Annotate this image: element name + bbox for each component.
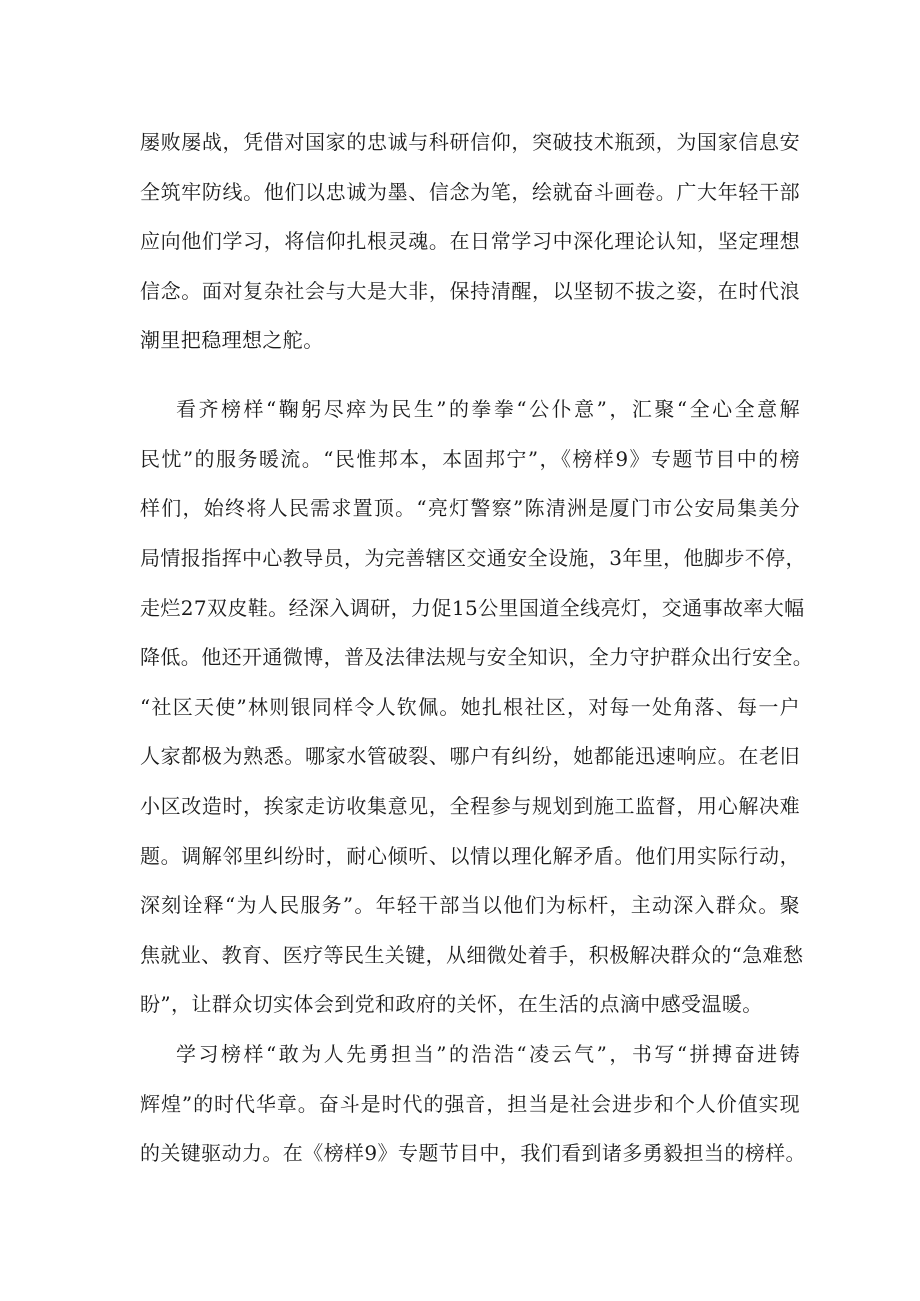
text-line: 深刻诠释“为人民服务”。年轻干部当以他们为标杆，主动深入群众。聚 — [140, 893, 800, 917]
text-line: 民忧”的服务暖流。“民惟邦本，本固邦宁”，《榜样9》专题节目中的榜 — [140, 447, 800, 471]
text-line: 潮里把稳理想之舵。 — [140, 328, 324, 352]
text-line: 局情报指挥中心教导员，为完善辖区交通安全设施，3年里，他脚步不停， — [140, 546, 806, 570]
text-line: 盼”，让群众切实体会到党和政府的关怀，在生活的点滴中感受温暖。 — [140, 992, 763, 1016]
text-line: 信念。面对复杂社会与大是大非，保持清醒，以坚韧不拔之姿，在时代浪 — [140, 279, 800, 303]
text-line: “社区天使”林则银同样令人钦佩。她扎根社区，对每一处角落、每一户 — [140, 695, 800, 719]
paragraph-first-line: 学习榜样“敢为人先勇担当”的浩浩“凌云气”，书写“拼搏奋进铸 — [176, 1042, 800, 1066]
text-line: 题。调解邻里纠纷时，耐心倾听、以情以理化解矛盾。他们用实际行动， — [140, 844, 800, 868]
text-line: 全筑牢防线。他们以忠诚为墨、信念为笔，绘就奋斗画卷。广大年轻干部 — [140, 180, 800, 204]
paragraph-first-line: 看齐榜样“鞠躬尽瘁为民生”的拳拳“公仆意”，汇聚“全心全意解 — [176, 397, 800, 421]
text-line: 屡败屡战，凭借对国家的忠诚与科研信仰，突破技术瓶颈，为国家信息安 — [140, 130, 800, 154]
text-line: 走烂27双皮鞋。经深入调研，力促15公里国道全线亮灯，交通事故率大幅 — [140, 596, 805, 620]
text-line: 的关键驱动力。在《榜样9》专题节目中，我们看到诸多勇毅担当的榜样。 — [140, 1141, 806, 1165]
text-line: 样们，始终将人民需求置顶。“亮灯警察”陈清洲是厦门市公安局集美分 — [140, 496, 800, 520]
text-line: 辉煌”的时代华章。奋斗是时代的强音，担当是社会进步和个人价值实现 — [140, 1092, 800, 1116]
text-line: 焦就业、教育、医疗等民生关键，从细微处着手，积极解决群众的“急难愁 — [140, 943, 804, 967]
text-line: 人家都极为熟悉。哪家水管破裂、哪户有纠纷，她都能迅速响应。在老旧 — [140, 744, 800, 768]
text-line: 应向他们学习，将信仰扎根灵魂。在日常学习中深化理论认知，坚定理想 — [140, 229, 800, 253]
text-line: 小区改造时，挨家走访收集意见，全程参与规划到施工监督，用心解决难 — [140, 794, 800, 818]
text-line: 降低。他还开通微博，普及法律法规与安全知识，全力守护群众出行安全。 — [140, 645, 814, 669]
